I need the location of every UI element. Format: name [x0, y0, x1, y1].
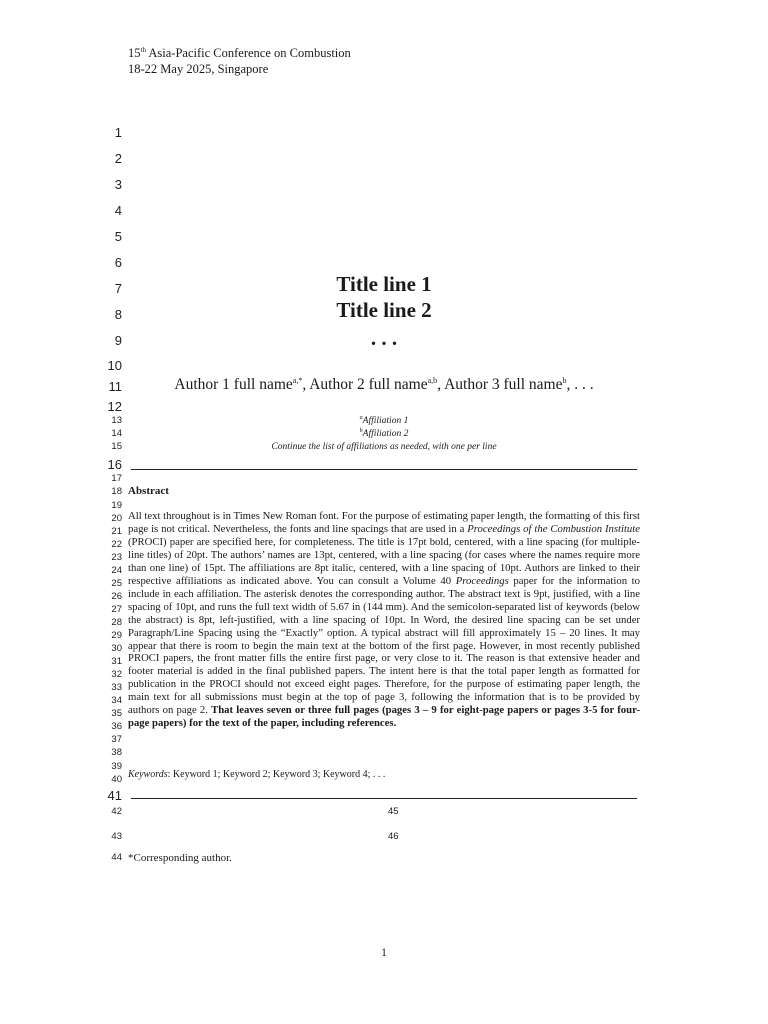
- abstract-text-3: paper for the information to include in each affiliation. The asterisk denotes the corresponding author. The abstract text is 9pt, justified, with a line spacing of 10pt, and runs the full text width of 5.67 in (144 mm). And the semicolon-separated list of keywords (below the abstract) is 8pt, left-justified, with a line spacing of 10pt. In Word, the desired line spacing can be set under Paragraph/Line Spacing using the “Exactly” option. A typical abstract will fill approximately 15 – 20 lines. It may appear that there is room to begin the main text at the bottom of the first page. However, in most recently published PROCI papers, the front matter fills the entire first page, or very close to it. The reason is that extensive header and footer material is added in the final published papers. The intent here is that the total paper length as formatted for publication in the PROCI should not exceed eight pages. Therefore, for the purpose of estimating paper length, the main text for all submissions must begin at the top of page 3, following the information that is to be provided by authors on page 2.: [128, 574, 640, 717]
- line-number: 32: [111, 669, 122, 680]
- line-number: 37: [111, 734, 122, 745]
- line-number: 1: [114, 125, 122, 140]
- line-number: 40: [111, 774, 122, 785]
- affiliation-1-text: Affiliation 1: [362, 416, 409, 426]
- author-2: , Author 2 full name: [302, 376, 428, 393]
- line-number: 12: [107, 399, 122, 414]
- line-number: 5: [114, 229, 122, 244]
- line-number: 7: [114, 281, 122, 296]
- divider-rule-bottom: [131, 798, 637, 799]
- conference-ordinal-suffix: th: [140, 45, 146, 54]
- line-number: 38: [111, 747, 122, 758]
- author-list: [128, 375, 640, 395]
- affiliation-1-mark: a: [359, 414, 363, 421]
- line-number: 17: [111, 473, 122, 484]
- conference-dates: 18-22 May 2025, Singapore: [128, 62, 269, 76]
- author-3-affil: b: [562, 375, 567, 385]
- line-number: 4: [114, 203, 122, 218]
- line-number: 31: [111, 656, 122, 667]
- line-number: 20: [111, 513, 122, 524]
- line-number: 15: [111, 441, 122, 452]
- author-1: Author 1 full name: [174, 376, 293, 393]
- line-number: 6: [114, 255, 122, 270]
- abstract-text-2: (PROCI) paper are specified here, for completeness. The title is 17pt bold, centered, with a line spacing (for multiple-line titles) of 20pt. The authors’ names are 13pt, centered, with a line spacing (for cases where the names require more than one line) of 15pt. The affiliations are 8pt italic, centered, with a line spacing of 10pt. Authors are linked to their respective affiliations as indicated above. You can consult a Volume 40: [128, 535, 640, 587]
- divider-rule-top: [131, 469, 637, 470]
- line-number: 14: [111, 428, 122, 439]
- line-number: 22: [111, 539, 122, 550]
- line-number: 8: [114, 307, 122, 322]
- conference-name: Asia-Pacific Conference on Combustion: [145, 46, 351, 60]
- line-number: 41: [107, 788, 122, 803]
- title-line-1: Title line 1: [336, 272, 432, 296]
- affiliation-1: [128, 415, 640, 427]
- author-2-affil: a,b: [427, 375, 438, 385]
- abstract-text-1: All text throughout is in Times New Roman font. For the purpose of estimating paper length, the formatting of this first page is not critical. Nevertheless, the fonts and line spacings that are used in a: [128, 510, 640, 535]
- abstract-heading: Abstract: [128, 485, 169, 497]
- line-number: 28: [111, 617, 122, 628]
- conference-header: [128, 45, 351, 61]
- line-number: 11: [108, 379, 122, 394]
- line-number: 43: [111, 831, 122, 842]
- author-1-affil: a,*: [292, 375, 303, 385]
- line-number: 34: [111, 695, 122, 706]
- line-number: 24: [111, 565, 122, 576]
- title-line-2: Title line 2: [336, 298, 432, 322]
- keywords-list: : Keyword 1; Keyword 2; Keyword 3; Keyword 4; . . .: [167, 769, 386, 780]
- corresponding-author-note: *Corresponding author.: [128, 852, 232, 864]
- line-number: 44: [111, 852, 122, 863]
- footnote-number-45: 45: [388, 806, 399, 817]
- line-number: 26: [111, 591, 122, 602]
- title-line-3: . . .: [370, 326, 398, 350]
- affiliation-2-text: Affiliation 2: [362, 429, 409, 439]
- page-number: 1: [381, 947, 387, 959]
- abstract-bold-statement: That leaves seven or three full pages (pages 3 – 9 for eight-page papers or pages 3-5 for four-page papers) for the text of the paper, including references.: [128, 704, 640, 730]
- line-number: 42: [111, 806, 122, 817]
- footnote-number-46: 46: [388, 831, 399, 842]
- affiliation-more: Continue the list of affiliations as needed, with one per line: [271, 442, 497, 452]
- line-number: 35: [111, 708, 122, 719]
- line-number: 3: [114, 177, 122, 192]
- affiliation-2: [128, 428, 640, 440]
- line-number: 21: [111, 526, 122, 537]
- line-number: 36: [111, 721, 122, 732]
- line-number: 39: [111, 761, 122, 772]
- line-number: 9: [114, 333, 122, 348]
- author-list-tail: , . . .: [566, 376, 594, 393]
- affiliation-2-mark: b: [359, 427, 363, 434]
- line-number: 25: [111, 578, 122, 589]
- line-number: 16: [107, 457, 122, 472]
- abstract-body: [128, 510, 640, 730]
- abstract-italic-1: Proceedings of the Combustion Institute: [467, 522, 640, 535]
- line-number: 2: [114, 151, 122, 166]
- line-number: 13: [111, 415, 122, 426]
- line-number: 23: [111, 552, 122, 563]
- keywords-label: Keywords: [128, 769, 168, 780]
- line-number: 27: [111, 604, 122, 615]
- line-number: 10: [107, 358, 122, 373]
- abstract-italic-2: Proceedings: [455, 574, 509, 587]
- keywords: [128, 769, 385, 781]
- line-number: 33: [111, 682, 122, 693]
- line-number: 19: [111, 500, 122, 511]
- line-number: 30: [111, 643, 122, 654]
- line-number: 29: [111, 630, 122, 641]
- line-number: 18: [111, 486, 122, 497]
- author-3: , Author 3 full name: [437, 376, 563, 393]
- conference-ordinal: 15: [128, 46, 141, 60]
